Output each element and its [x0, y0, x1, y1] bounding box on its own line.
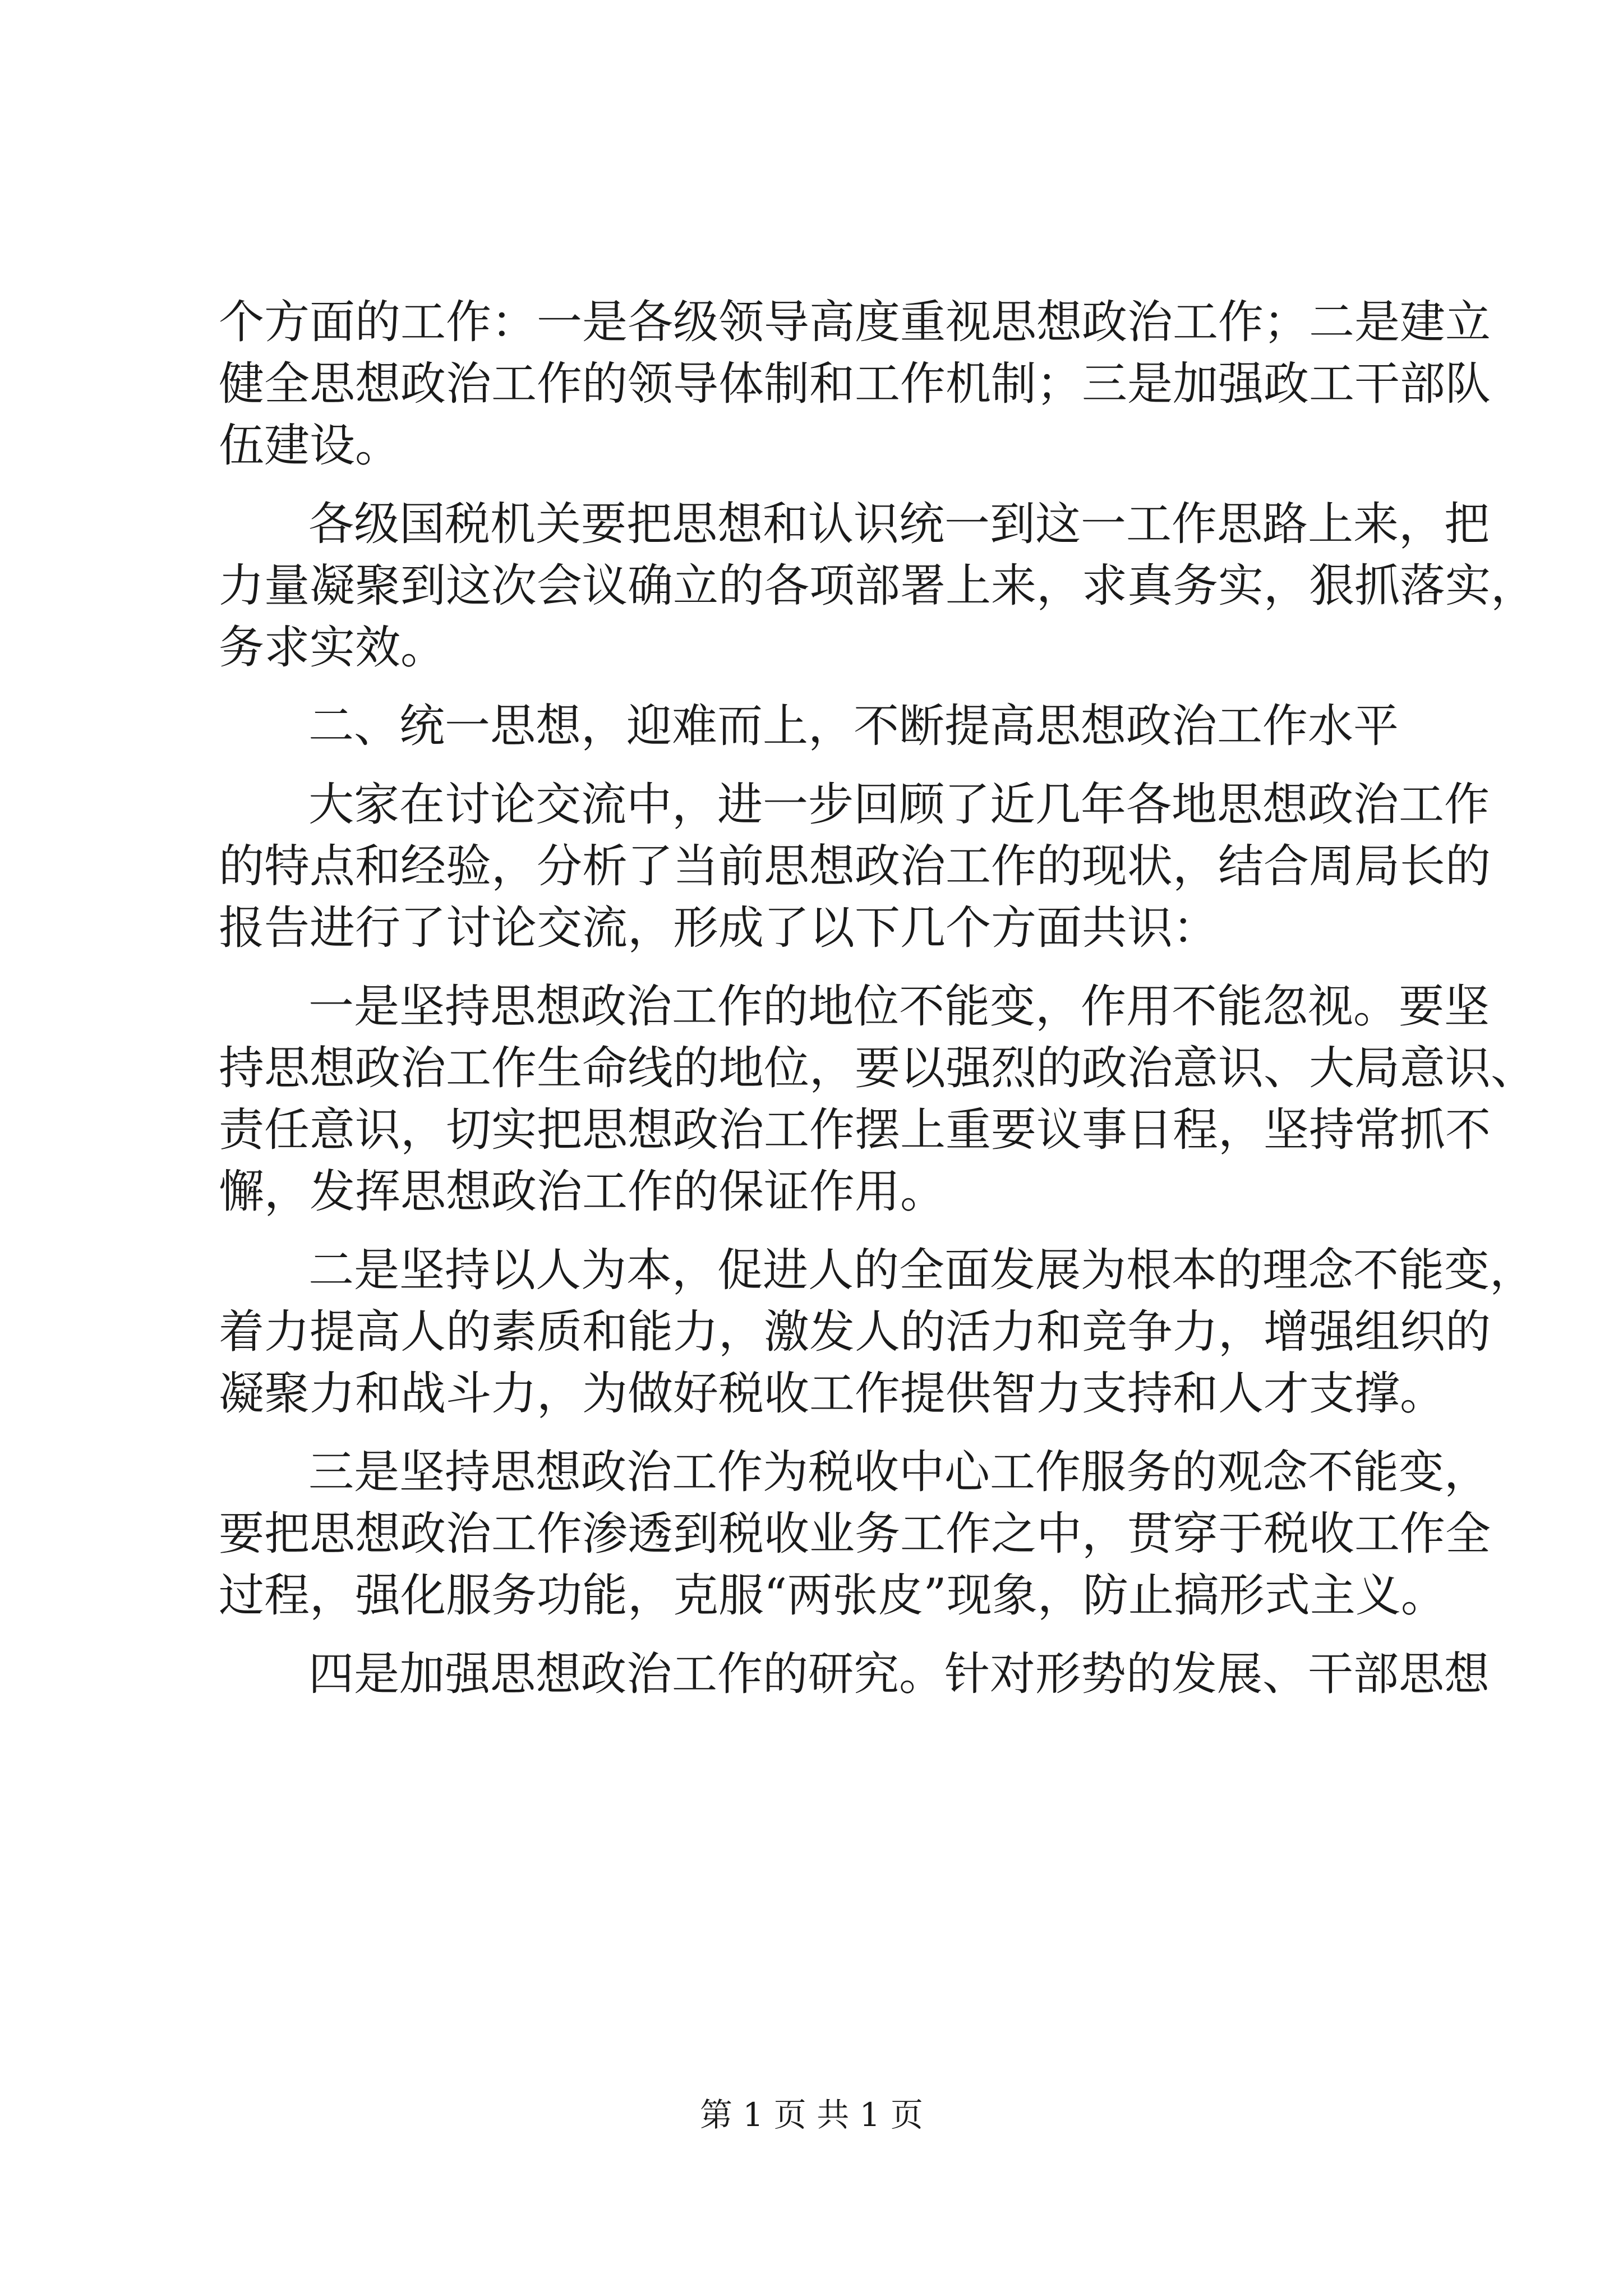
text-line: 伍建设。	[219, 420, 401, 472]
text-line: 大家在讨论交流中，进一步回顾了近几年各地思想政治工作	[308, 779, 1490, 831]
paragraph	[219, 1240, 1536, 1425]
document-body	[219, 292, 1537, 1705]
text-line: 一是坚持思想政治工作的地位不能变，作用不能忽视。要坚	[308, 981, 1490, 1033]
text-line: 二、统一思想，迎难而上，不断提高思想政治工作水平	[308, 700, 1399, 753]
paragraph	[219, 1442, 1491, 1627]
text-line: 四是加强思想政治工作的研究。针对形势的发展、干部思想	[308, 1648, 1490, 1701]
page-footer: 第 1 页 共 1 页	[700, 2096, 923, 2134]
paragraph	[219, 774, 1491, 959]
text-line: 凝聚力和战斗力，为做好税收工作提供智力支持和人才支撑。	[219, 1368, 1446, 1420]
text-line: 各级国税机关要把思想和认识统一到这一工作思路上来，把	[308, 498, 1490, 551]
text-line: 报告进行了讨论交流，形成了以下几个方面共识：	[219, 902, 1219, 955]
text-line: 懈，发挥思想政治工作的保证作用。	[219, 1166, 946, 1218]
text-line: 过程，强化服务功能，克服“两张皮”现象，防止搞形式主义。	[219, 1570, 1446, 1622]
text-line: 责任意识，切实把思想政治工作摆上重要议事日程，坚持常抓不	[219, 1104, 1491, 1157]
text-line: 健全思想政治工作的领导体制和工作机制；三是加强政工干部队	[219, 358, 1491, 411]
text-line: 的特点和经验，分析了当前思想政治工作的现状，结合周局长的	[219, 840, 1491, 893]
paragraph	[219, 976, 1537, 1223]
text-line: 着力提高人的素质和能力，激发人的活力和竞争力，增强组织的	[219, 1306, 1491, 1359]
section-heading	[219, 696, 1430, 757]
paragraph	[219, 494, 1537, 679]
text-line: 务求实效。	[219, 622, 446, 674]
paragraph	[219, 292, 1491, 477]
paragraph	[219, 1644, 1490, 1705]
text-line: 二是坚持以人为本，促进人的全面发展为根本的理念不能变，	[308, 1244, 1536, 1297]
text-line: 力量凝聚到这次会议确立的各项部署上来，求真务实，狠抓落实，	[219, 560, 1537, 613]
text-line: 个方面的工作：一是各级领导高度重视思想政治工作；二是建立	[219, 296, 1491, 349]
text-line: 三是坚持思想政治工作为税收中心工作服务的观念不能变，	[308, 1446, 1490, 1499]
text-line: 持思想政治工作生命线的地位，要以强烈的政治意识、大局意识、	[219, 1042, 1537, 1095]
text-line: 要把思想政治工作渗透到税收业务工作之中，贯穿于税收工作全	[219, 1508, 1491, 1561]
